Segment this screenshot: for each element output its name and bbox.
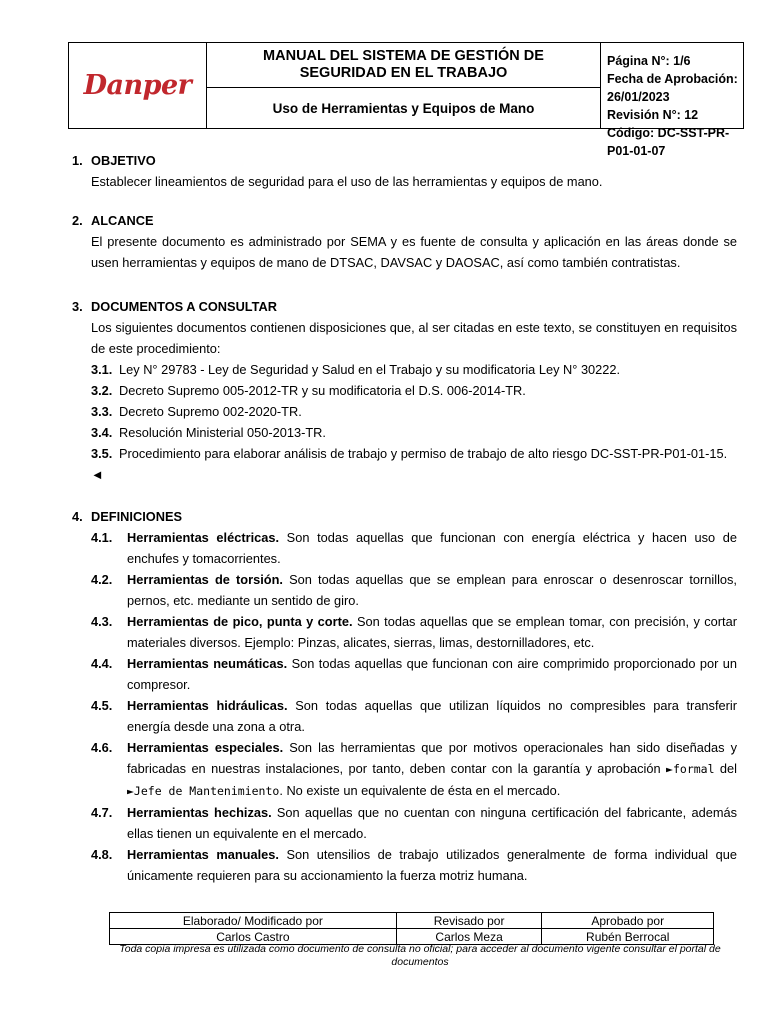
definition-term: Herramientas de pico, punta y corte.: [127, 614, 353, 629]
list-item: 3.2. Decreto Supremo 005-2012-TR y su modificatoria el D.S. 006-2014-TR.: [91, 383, 526, 398]
header-meta: [601, 43, 743, 158]
company-logo: Danper: [83, 70, 192, 101]
definition-item: 4.1. Herramientas eléctricas. Son todas aquellas que funcionan con energía eléctrica y hacen uso de enchufes y tomacorrientes.: [91, 530, 738, 566]
section-title: 2. ALCANCE: [72, 213, 154, 228]
definition-term: Herramientas manuales.: [127, 847, 279, 862]
revision-number: Revisión N°: 12: [607, 108, 699, 122]
section-definiciones: [72, 506, 737, 886]
logo-cell: [69, 43, 207, 128]
table-header-cell: Elaborado/ Modificado por: [110, 913, 397, 929]
list-item: 3.3. Decreto Supremo 002-2020-TR.: [91, 404, 302, 419]
list-item: 3.5. Procedimiento para elaborar análisis de trabajo y permiso de trabajo de alto riesgo DC-SST-PR-P01-01-15.: [91, 446, 728, 461]
definition-item: 4.2. Herramientas de torsión. Son todas aquellas que se emplean para enroscar o desenroscar tornillos, pernos, etc. mediante un sentido de giro.: [91, 572, 737, 608]
section-documentos: [72, 296, 737, 485]
list-item: 3.4. Resolución Ministerial 050-2013-TR.: [91, 425, 326, 440]
list-item: 3.1. Ley N° 29783 - Ley de Seguridad y Salud en el Trabajo y su modificatoria Ley N° 30222.: [91, 362, 621, 377]
approval-date: Fecha de Aprobación: 26/01/2023: [607, 72, 738, 104]
definition-term: Herramientas hidráulicas.: [127, 698, 288, 713]
document-code: Código: DC-SST-PR-P01-01-07: [607, 126, 730, 158]
definition-term: Herramientas especiales.: [127, 740, 284, 755]
definition-term: Herramientas neumáticas.: [127, 656, 288, 671]
approval-table: [109, 912, 714, 945]
section-title: 4. DEFINICIONES: [72, 509, 183, 524]
table-cell: Carlos Meza: [396, 929, 542, 945]
table-row: [110, 913, 714, 929]
section-title: 3. DOCUMENTOS A CONSULTAR: [72, 299, 278, 314]
table-cell: Rubén Berrocal: [542, 929, 714, 945]
table-cell: Carlos Castro: [110, 929, 397, 945]
section-objetivo: [72, 150, 737, 192]
page-number: Página N°: 1/6: [607, 54, 691, 68]
section-text: Establecer lineamientos de seguridad para el uso de las herramientas y equipos de mano.: [91, 174, 603, 189]
definition-item: 4.7. Herramientas hechizas. Son aquellas que no cuentan con ninguna certificación del fabricante, además ellas tienen un equivalente en el mercado.: [91, 805, 737, 841]
header-title-cell: [207, 43, 601, 128]
tracked-change-mark: ►Jefe de Mantenimiento: [127, 784, 280, 798]
table-header-cell: Revisado por: [396, 913, 542, 929]
definition-term: Herramientas eléctricas.: [127, 530, 280, 545]
left-arrow-icon: ◄: [91, 467, 104, 482]
definition-item: 4.8. Herramientas manuales. Son utensilios de trabajo utilizados generalmente de forma individual que únicamente requieren para su accionamiento la fuerza motriz humana.: [91, 847, 738, 883]
definition-item: 4.4. Herramientas neumáticas. Son todas aquellas que funcionan con aire comprimido proporcionado por un compresor.: [91, 656, 737, 692]
manual-title-line2: SEGURIDAD EN EL TRABAJO: [299, 65, 508, 81]
manual-title: [207, 43, 600, 88]
section-alcance: [72, 210, 737, 273]
definition-item: 4.3. Herramientas de pico, punta y corte. Son todas aquellas que se emplean tomar, con precisión, y cortar materiales diversos. Ejemplo: Pinzas, alicates, sierras, limas, destornilladores, etc.: [91, 614, 737, 650]
reference-list: [72, 359, 737, 485]
section-title: 1. OBJETIVO: [72, 153, 156, 168]
definition-item: 4.5. Herramientas hidráulicas. Son todas aquellas que utilizan líquidos no compresibles para transferir energía desde una zona a otra.: [91, 698, 737, 734]
manual-title-line1: MANUAL DEL SISTEMA DE GESTIÓN DE: [263, 48, 544, 64]
tracked-change-mark: ►formal: [666, 762, 715, 776]
procedure-title: Uso de Herramientas y Equipos de Mano: [272, 100, 535, 116]
definition-term: Herramientas hechizas.: [127, 805, 272, 820]
document-header: [68, 42, 744, 158]
section-text: El presente documento es administrado por SEMA y es fuente de consulta y aplicación en las áreas donde se usen herramientas y equipos de mano de DTSAC, DAVSAC y DAOSAC, así como también contratistas.: [91, 234, 737, 270]
definition-term: Herramientas de torsión.: [127, 572, 283, 587]
footer-note: Toda copia impresa es utilizada como documento de consulta no oficial; para acceder al documento vigente consultar el portal de documentos: [119, 943, 721, 968]
table-header-cell: Aprobado por: [542, 913, 714, 929]
section-intro: Los siguientes documentos contienen disposiciones que, al ser citadas en este texto, se constituyen en requisitos de este procedimiento:: [91, 320, 737, 356]
definition-item: 4.6. Herramientas especiales. Son las herramientas que por motivos operacionales han sido diseñadas y fabricadas en nuestras instalaciones, por tanto, deben contar con la garantía y aprobación ►formal del ►Jefe de Mantenimiento. No existe un equivalente de ésta en el mercado.: [91, 740, 737, 798]
